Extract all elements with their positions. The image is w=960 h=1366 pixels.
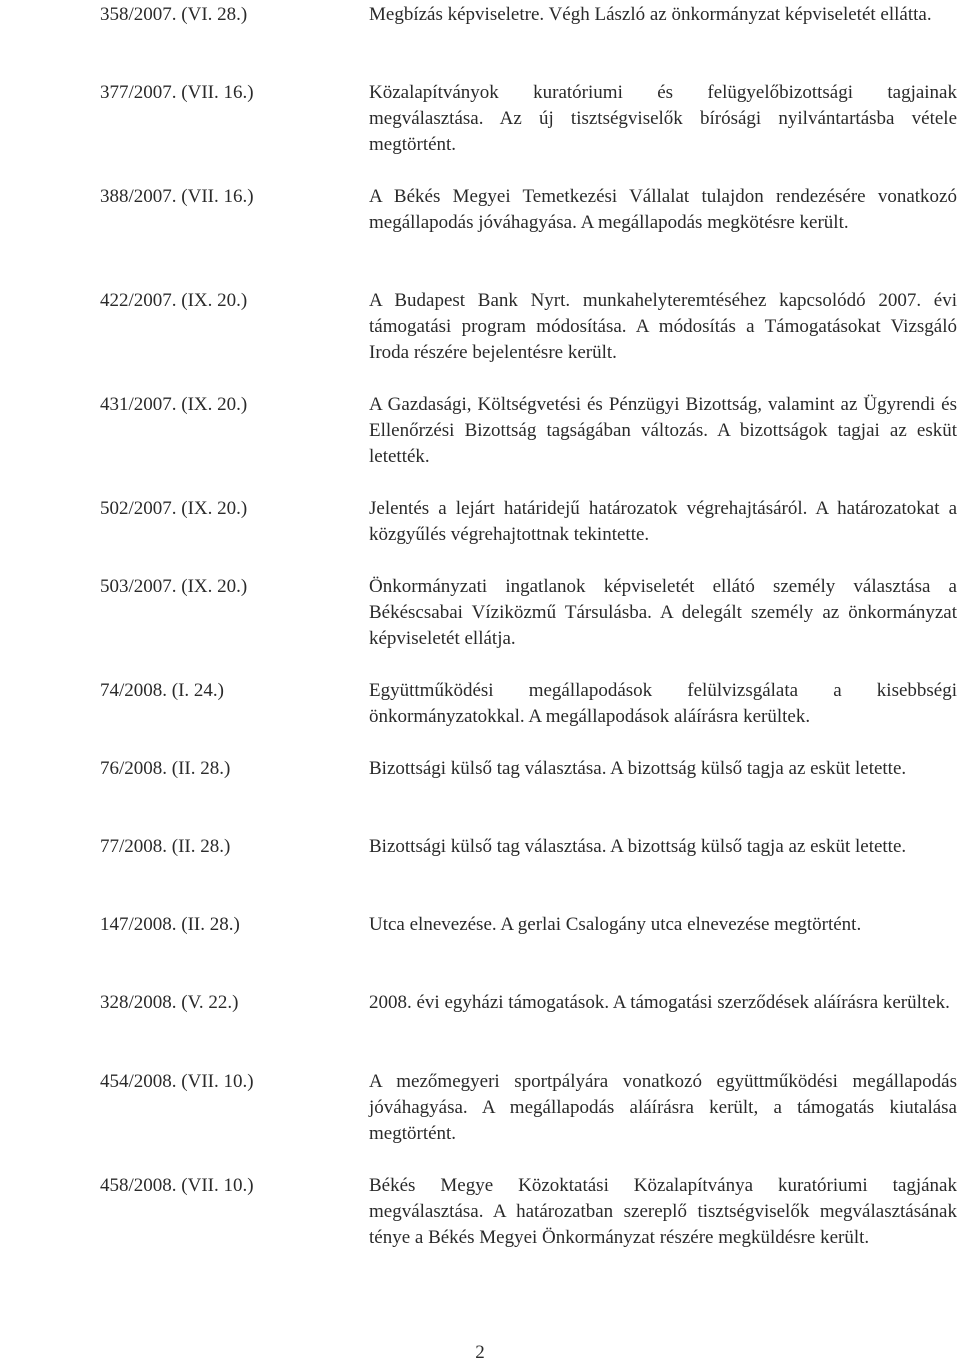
resolution-description: Közalapítványok kuratóriumi és felügyelőbizottsági tagjainak megválasztása. Az új tisztségviselők bírósági nyilvántartásba vétele megtörtént. xyxy=(369,82,957,155)
resolution-description: A Budapest Bank Nyrt. munkahelyteremtéséhez kapcsolódó 2007. évi támogatási program módosítása. A módosítás a Támogatásokat Vizsgáló Iroda részére bejelentésre került. xyxy=(369,290,957,363)
resolution-number: 503/2007. (IX. 20.) xyxy=(100,576,248,597)
resolution-number: 76/2008. (II. 28.) xyxy=(100,758,231,779)
resolution-description: Megbízás képviseletre. Végh László az önkormányzat képviseletét ellátta. xyxy=(369,4,932,25)
resolution-number: 388/2007. (VII. 16.) xyxy=(100,186,254,207)
resolution-description: Bizottsági külső tag választása. A bizottság külső tagja az esküt letette. xyxy=(369,836,907,857)
resolution-number: 377/2007. (VII. 16.) xyxy=(100,82,254,103)
resolution-number: 458/2008. (VII. 10.) xyxy=(100,1175,254,1196)
resolution-number: 454/2008. (VII. 10.) xyxy=(100,1071,254,1092)
resolution-description: Jelentés a lejárt határidejű határozatok végrehajtásáról. A határozatokat a közgyűlés végrehajtottnak tekintette. xyxy=(369,498,957,545)
resolution-number: 422/2007. (IX. 20.) xyxy=(100,290,248,311)
resolution-number: 502/2007. (IX. 20.) xyxy=(100,498,248,519)
resolution-description: Önkormányzati ingatlanok képviseletét ellátó személy választása a Békéscsabai Víziközmű Társulásba. A delegált személy az önkormányzat képviseletét ellátja. xyxy=(369,576,957,649)
page-number: 2 xyxy=(475,1342,485,1363)
resolution-description: A Gazdasági, Költségvetési és Pénzügyi Bizottság, valamint az Ügyrendi és Ellenőrzési Bizottság tagságában változás. A bizottságok tagjai az esküt letették. xyxy=(369,394,957,467)
resolution-description: A Békés Megyei Temetkezési Vállalat tulajdon rendezésére vonatkozó megállapodás jóváhagyása. A megállapodás megkötésre került. xyxy=(369,186,957,233)
resolution-number: 328/2008. (V. 22.) xyxy=(100,992,239,1013)
resolution-description: A mezőmegyeri sportpályára vonatkozó együttműködési megállapodás jóváhagyása. A megállapodás aláírásra került, a támogatás kiutalása megtörtént. xyxy=(369,1071,957,1144)
resolution-number: 358/2007. (VI. 28.) xyxy=(100,4,248,25)
resolution-description: Bizottsági külső tag választása. A bizottság külső tagja az esküt letette. xyxy=(369,758,907,779)
resolution-number: 77/2008. (II. 28.) xyxy=(100,836,231,857)
resolution-description: 2008. évi egyházi támogatások. A támogatási szerződések aláírásra kerültek. xyxy=(369,992,950,1013)
resolution-description: Békés Megye Közoktatási Közalapítványa kuratóriumi tagjának megválasztása. A határozatban szereplő tisztségviselők megválasztásának ténye a Békés Megyei Önkormányzat részére megküldésre került. xyxy=(369,1175,957,1248)
resolution-description: Utca elnevezése. A gerlai Csalogány utca elnevezése megtörtént. xyxy=(369,914,862,935)
resolution-number: 74/2008. (I. 24.) xyxy=(100,680,225,701)
resolution-number: 431/2007. (IX. 20.) xyxy=(100,394,248,415)
resolution-number: 147/2008. (II. 28.) xyxy=(100,914,240,935)
resolution-description: Együttműködési megállapodások felülvizsgálata a kisebbségi önkormányzatokkal. A megállapodások aláírásra kerültek. xyxy=(369,680,957,727)
